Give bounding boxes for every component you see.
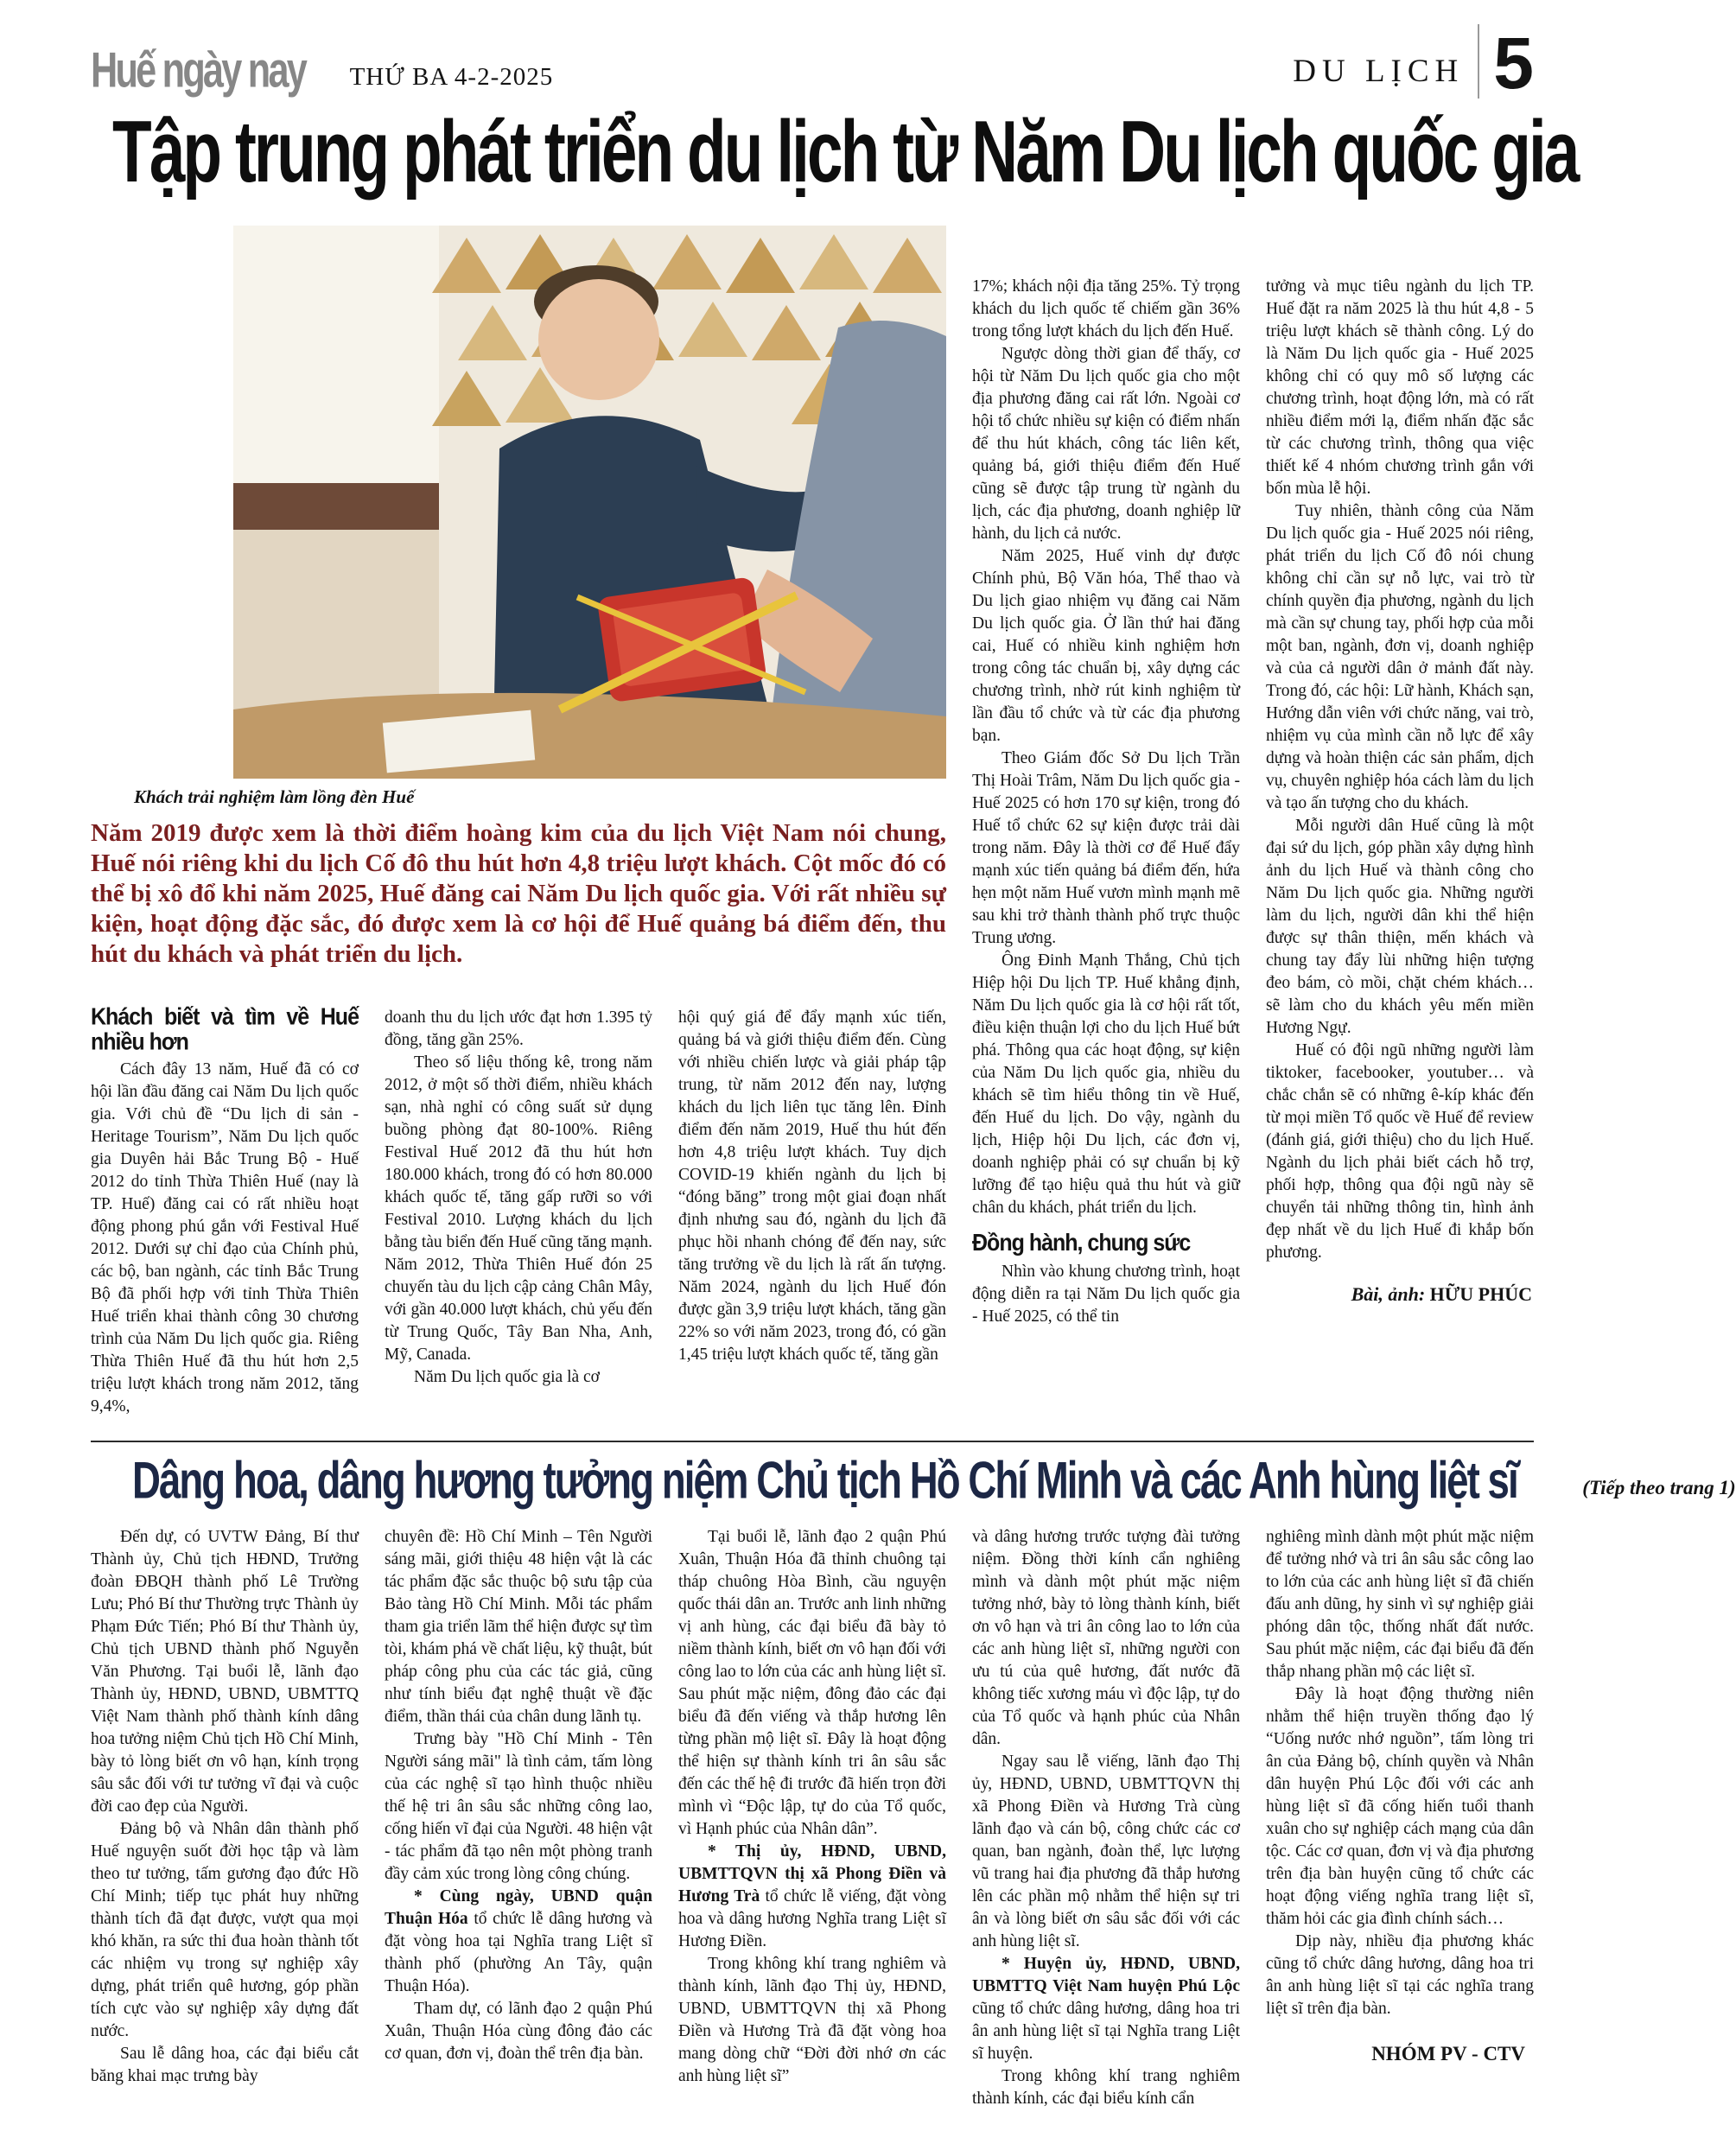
body-paragraph: Ngay sau lễ viếng, lãnh đạo Thị ủy, HĐND, UBND, UBMTTQVN thị xã Phong Điền và Hương Trà cùng lãnh đạo và cán bộ, công chức các cơ quan, ban ngành, đoàn thể, lực lượng vũ trang hai địa phương đã thắp hương lên các phần mộ nhằm thể hiện sự tri ân và lòng biết ơn sâu sắc đối với các anh hùng liệt sĩ.: [972, 1753, 1240, 1950]
body-paragraph: Đây là hoạt động thường niên nhằm thể hiện truyền thống đạo lý “Uống nước nhớ nguồn”, tấm lòng tri ân của Đảng bộ, chính quyền và Nhân dân huyện Phú Lộc đối với các anh hùng liệt sĩ đã cống hiến tuổi thanh xuân cho sự nghiệp cách mạng của dân tộc. Các cơ quan, đơn vị và địa phương trên địa bàn huyện cũng tổ chức các hoạt động viếng nghĩa trang liệt sĩ, thăm hỏi các gia đình chính sách…: [1266, 1685, 1534, 1928]
body-paragraph: Năm 2025, Huế vinh dự được Chính phủ, Bộ Văn hóa, Thể thao và Du lịch giao nhiệm vụ đăng cai Năm Du lịch quốc gia. Ở lần thứ hai đăng cai, Huế có nhiều kinh nghiệm hơn trong công tác chuẩn bị, xây dựng các chương trình, nhờ rút kinh nghiệm từ lần đầu tổ chức và từ các địa phương bạn.: [972, 547, 1240, 745]
body-paragraph: và dâng hương trước tượng đài tưởng niệm. Đồng thời kính cẩn nghiêng mình và dành một phút mặc niệm tưởng nhớ, bày tỏ lòng thành kính, biết ơn vô hạn và tri ân công lao to lớn của các anh hùng liệt sĩ, những người con ưu tú của quê hương, đất nước đã không tiếc xương máu vì độc lập, tự do của Tổ quốc và hạnh phúc của Nhân dân.: [972, 1528, 1240, 1748]
article1-column-4: [972, 226, 1240, 1422]
body-paragraph: Sau lễ dâng hoa, các đại biểu cắt băng khai mạc trưng bày: [91, 2045, 359, 2085]
article2-column-5-text: [1266, 1526, 1534, 2020]
body-paragraph: tưởng và mục tiêu ngành du lịch TP. Huế đặt ra năm 2025 là thu hút 4,8 - 5 triệu lượt khách sẽ thành công. Lý do là Năm Du lịch quốc gia - Huế 2025 không chỉ có quy mô số lượng các chương trình, hoạt động lớn, mà có rất nhiều điểm mới lạ, điểm nhấn đặc sắc từ các chương trình, thông qua việc thiết kế 4 nhóm chương trình gắn với bốn mùa lễ hội.: [1266, 277, 1534, 498]
continued-from-note: (Tiếp theo trang 1): [1582, 1477, 1736, 1498]
byline-label: Bài, ảnh:: [1351, 1283, 1426, 1305]
section-header: [1293, 22, 1534, 105]
body-paragraph: Ông Đinh Mạnh Thắng, Chủ tịch Hiệp hội Du lịch TP. Huế khẳng định, Năm Du lịch quốc gia là cơ hội rất tốt, điều kiện thuận lợi cho du lịch Huế bứt phá. Thông qua các hoạt động, sự kiện của Năm Du lịch quốc gia, nhiều du khách sẽ tìm hiểu thông tin về Huế, đến Huế du lịch. Do vậy, ngành du lịch, Hiệp hội Du lịch, các đơn vị, doanh nghiệp phải có sự chuẩn bị kỹ lưỡng để tạo hiệu quả thu hút và giữ chân du khách, phát triển du lịch.: [972, 951, 1240, 1217]
newspaper-logo: Huế ngày nay: [91, 41, 306, 98]
article1-column-5-text: [1266, 276, 1534, 1264]
article1-headline: Tập trung phát triển du lịch từ Năm Du lịch quốc gia: [112, 103, 1578, 201]
body-paragraph: Theo Giám đốc Sở Du lịch Trần Thị Hoài Trâm, Năm Du lịch quốc gia - Huế 2025 có hơn 170 sự kiện, trong đó Huế tổ chức 62 sự kiện được trải dài trong năm. Đây là thời cơ để Huế đẩy mạnh xúc tiến quảng bá điểm đến, hứa hẹn một năm Huế vươn mình mạnh mẽ sau khi trở thành thành phố trực thuộc Trung ương.: [972, 749, 1240, 947]
body-paragraph: * Thị ủy, HĐND, UBND, UBMTTQVN thị xã Phong Điền và Hương Trà tổ chức lễ viếng, đặt vòng hoa và dâng hương Nghĩa trang Liệt sĩ Hương Điền.: [678, 1842, 947, 1950]
body-paragraph: Tham dự, có lãnh đạo 2 quận Phú Xuân, Thuận Hóa cùng đông đảo các cơ quan, đơn vị, đoàn thể trên địa bàn.: [385, 2000, 652, 2063]
article2-byline: NHÓM PV - CTV: [1371, 2043, 1525, 2064]
article2-column-1: [91, 1526, 359, 2136]
body-paragraph: Nhìn vào khung chương trình, hoạt động diễn ra tại Năm Du lịch quốc gia - Huế 2025, có thể tin: [972, 1263, 1240, 1326]
body-paragraph: Đảng bộ và Nhân dân thành phố Huế nguyện suốt đời học tập và làm theo tư tưởng, tấm gương đạo đức Hồ Chí Minh; tiếp tục phát huy những thành tích đã đạt được, vượt qua mọi khó khăn, ra sức thi đua hoàn thành tốt các nhiệm vụ trong sự nghiệp xây dựng, phát triển quê hương, góp phần tích cực vào sự nghiệp xây dựng đất nước.: [91, 1820, 359, 2040]
photo-caption: Khách trải nghiệm làm lồng đèn Huế: [134, 786, 415, 807]
body-paragraph: Trong không khí trang nghiêm và thành kính, lãnh đạo Thị ủy, HĐND, UBND, UBMTTQVN thị xã Phong Điền và Hương Trà đã đặt vòng hoa mang dòng chữ “Đời đời nhớ ơn các anh hùng liệt sĩ”: [678, 1955, 946, 2085]
body-paragraph: hội quý giá để đẩy mạnh xúc tiến, quảng bá và giới thiệu điểm đến. Cùng với nhiều chiến lược và giải pháp tập trung, từ năm 2012 đến nay, lượng khách du lịch liên tục tăng lên. Đỉnh điểm đến năm 2019, Huế thu hút đến hơn 4,8 triệu lượt khách. Tuy dịch COVID-19 khiến ngành du lịch bị “đóng băng” trong một giai đoạn nhất định nhưng sau đó, ngành du lịch đã phục hồi nhanh chóng để đến nay, sức tăng trưởng về du lịch là rất ấn tượng. Năm 2024, ngành du lịch Huế đón được gần 3,9 triệu lượt khách, tăng gần 22% so với năm 2023, trong đó, có gần 1,45 triệu lượt khách quốc tế, tăng gần: [678, 1008, 946, 1364]
column-subhead: Đồng hành, chung sức: [972, 1229, 1191, 1256]
body-paragraph: Tại buổi lễ, lãnh đạo 2 quận Phú Xuân, Thuận Hóa đã thỉnh chuông tại tháp chuông Hòa Bình, cầu nguyện quốc thái dân an. Trước anh linh những vị anh hùng, các đại biểu đã bày tỏ niềm thành kính, biết ơn vô hạn đối với công lao to lớn của các anh hùng liệt sĩ. Sau phút mặc niệm, đông đảo các đại biểu đã đến viếng và thắp hương lên từng phần mộ liệt sĩ. Đây là hoạt động thể hiện sự thành kính tri ân sâu sắc đến các thế hệ đi trước đã hiến trọn đời mình vì “Độc lập, tự do của Tổ quốc, vì Hạnh phúc của Nhân dân”.: [678, 1528, 946, 1838]
article2-column-3: [678, 1526, 946, 2136]
lantern-making-photo-illustration: [233, 226, 946, 779]
body-paragraph: * Huyện ủy, HĐND, UBND, UBMTTQ Việt Nam huyện Phú Lộc cũng tổ chức dâng hương, dâng hoa tri ân anh hùng liệt sĩ tại Nghĩa trang Liệt sĩ huyện.: [972, 1955, 1240, 2063]
article1-column-3: [678, 1007, 946, 1422]
body-paragraph: Đến dự, có UVTW Đảng, Bí thư Thành ủy, Chủ tịch HĐND, Trưởng đoàn ĐBQH thành phố Lê Trường Lưu; Phó Bí thư Thường trực Thành ủy Phạm Đức Tiến; Phó Bí thư Thành ủy, Chủ tịch UBND thành phố Nguyễn Văn Phương. Tại buổi lễ, lãnh đạo Thành ủy, HĐND, UBND, UBMTTQ Việt Nam thành phố thành kính dâng hoa tưởng niệm Chủ tịch Hồ Chí Minh, bày tỏ lòng biết ơn vô hạn, kính trọng sâu sắc đối với tư tưởng vĩ đại và cuộc đời cao đẹp của Người.: [91, 1528, 359, 1816]
body-paragraph: doanh thu du lịch ước đạt hơn 1.395 tỷ đồng, tăng gần 25%.: [385, 1008, 652, 1049]
header-divider: [1478, 24, 1479, 99]
article2: [91, 1441, 1736, 2136]
article2-headline: Dâng hoa, dâng hương tưởng niệm Chủ tịch Hồ Chí Minh và các Anh hùng liệt sĩ: [132, 1450, 1517, 1510]
article1-lead: Năm 2019 được xem là thời điểm hoàng kim của du lịch Việt Nam nói chung, Huế nói riêng khi du lịch Cố đô thu hút hơn 4,8 triệu lượt khách. Cột mốc đó có thể bị xô đổ khi năm 2025, Huế đăng cai Năm Du lịch quốc gia. Với rất nhiều sự kiện, hoạt động đặc sắc, đó được xem là cơ hội để Huế quảng bá điểm đến, thu hút du khách và phát triển du lịch.: [91, 819, 946, 968]
body-paragraph: Trưng bày "Hồ Chí Minh - Tên Người sáng mãi" là tình cảm, tấm lòng của các nghệ sĩ tạo hình thuộc nhiều thế hệ tri ân sâu sắc những công lao, cống hiến vĩ đại của Người. 48 hiện vật - tác phẩm đã tạo nên một phòng tranh đầy cảm xúc trong lòng công chúng.: [385, 1730, 652, 1883]
article1-byline: [1266, 1283, 1534, 1306]
body-paragraph: Tuy nhiên, thành công của Năm Du lịch quốc gia - Huế 2025 nói riêng, phát triển du lịch Cố đô nói chung không chỉ cần sự nỗ lực, vai trò từ chính quyền địa phương, ngành du lịch mà cần sự chung tay, phối hợp của mỗi một ban, ngành, đơn vị, doanh nghiệp và của cả người dân ở mảnh đất này. Trong đó, các hội: Lữ hành, Khách sạn, Hướng dẫn viên với chức năng, vai trò, nhiệm vụ của mình cần nỗ lực để xây dựng và hoàn thiện các sản phẩm, dịch vụ, chuyên nghiệp hóa cách làm du lịch và tạo ấn tượng cho du khách.: [1266, 502, 1534, 812]
section-title: DU LỊCH: [1293, 54, 1465, 89]
article1-column-1: [91, 1002, 359, 1422]
body-paragraph: Huế có đội ngũ những người làm tiktoker, facebooker, youtuber… và chắc chắn sẽ có những ê-kíp khác đến từ mọi miền Tổ quốc về Huế để review (đánh giá, giới thiệu) cho du lịch Huế. Ngành du lịch phải biết cách hỗ trợ, phối hợp, thông qua đội ngũ này sẽ chuyển tải những thông tin, hình ảnh đẹp nhất về du lịch Huế đi khắp bốn phương.: [1266, 1041, 1534, 1262]
issue-date: THỨ BA 4-2-2025: [349, 63, 554, 91]
article2-column-4: [972, 1526, 1240, 2136]
body-paragraph: Theo số liệu thống kê, trong năm 2012, ở một số thời điểm, nhiều khách sạn, nhà nghỉ có công suất sử dụng buồng phòng đạt 80-100%. Riêng Festival Huế 2012 đã thu hút hơn 180.000 khách, trong đó có hơn 80.000 khách quốc tế, tăng gấp rưỡi so với Festival 2010. Lượng khách du lịch bằng tàu biển đến Huế cũng tăng mạnh. Năm 2012, Thừa Thiên Huế đón 25 chuyến tàu du lịch cập cảng Chân Mây, với gần 40.000 lượt khách, chủ yếu đến từ Trung Quốc, Tây Ban Nha, Anh, Mỹ, Canada.: [385, 1053, 652, 1364]
page-number: 5: [1493, 22, 1534, 105]
body-paragraph: * Cùng ngày, UBND quận Thuận Hóa tổ chức lễ dâng hương và đặt vòng hoa tại Nghĩa trang Liệt sĩ thành phố (phường An Tây, quận Thuận Hóa).: [385, 1887, 652, 1995]
body-paragraph: Cách đây 13 năm, Huế đã có cơ hội lần đầu đăng cai Năm Du lịch quốc gia. Với chủ đề “Du lịch di sản - Heritage Tourism”, Năm Du lịch quốc gia Duyên hải Bắc Trung Bộ - Huế 2012 do tỉnh Thừa Thiên Huế (nay là TP. Huế) đăng cai có rất nhiều hoạt động phong phú gắn với Festival Huế 2012. Dưới sự chỉ đạo của Chính phủ, các bộ, ban ngành, các tỉnh Bắc Trung Bộ đã phối hợp với tỉnh Thừa Thiên Huế triển khai thành công 30 chương trình của Năm Du lịch quốc gia. Riêng Thừa Thiên Huế đã thu hút hơn 2,5 triệu lượt khách trong năm 2012, tăng 9,4%,: [91, 1060, 359, 1416]
article1-column-5: [1266, 226, 1534, 1422]
article1-figure: [91, 226, 946, 995]
body-paragraph: Dịp này, nhiều địa phương khác cũng tổ chức dâng hương, dâng hoa tri ân anh hùng liệt sĩ tại các nghĩa trang liệt sĩ trên địa bàn.: [1266, 1932, 1534, 2018]
body-paragraph: chuyên đề: Hồ Chí Minh – Tên Người sáng mãi, giới thiệu 48 hiện vật là các tác phẩm đặc sắc thuộc bộ sưu tập của Bảo tàng Hồ Chí Minh. Mỗi tác phẩm tham gia triển lãm thể hiện được sự tìm tòi, khám phá về chất liệu, kỹ thuật, bút pháp công phu của các tác giả, cũng như tính biểu đạt nghệ thuật về đặc điểm, thần thái của chân dung lãnh tụ.: [385, 1528, 652, 1726]
page-header: [91, 22, 1534, 105]
body-paragraph: Mỗi người dân Huế cũng là một đại sứ du lịch, góp phần xây dựng hình ảnh du lịch Huế và thành công cho Năm Du lịch quốc gia. Những người làm du lịch, người dân khi thể hiện được sự thân thiện, mến khách và chung tay đẩy lùi những hiện tượng đeo bám, cò mồi, chặt chém khách… sẽ làm cho du khách yêu mến miền Hương Ngự.: [1266, 817, 1534, 1037]
byline-author: HỮU PHÚC: [1429, 1283, 1532, 1305]
body-paragraph: Ngược dòng thời gian để thấy, cơ hội từ Năm Du lịch quốc gia cho một địa phương đăng cai rất lớn. Ngoài cơ hội tổ chức nhiều sự kiện có điểm nhấn để thu hút khách, công tác liên kết, quảng bá, giới thiệu điểm đến Huế cũng sẽ được tập trung từ ngành du lịch, các địa phương, doanh nghiệp lữ hành, du lịch cả nước.: [972, 345, 1240, 543]
article2-columns: [91, 1526, 1534, 2136]
article2-headline-row: [132, 1450, 1736, 1510]
body-paragraph: Trong không khí trang nghiêm thành kính, các đại biểu kính cẩn: [972, 2067, 1240, 2108]
article-photo: [233, 226, 946, 779]
article1-column-2: [385, 1007, 652, 1422]
article2-column-5: [1266, 1526, 1534, 2136]
column-subhead: Khách biết và tìm về Huế nhiều hơn: [91, 1002, 359, 1056]
article2-column-2: [385, 1526, 652, 2136]
article1: [91, 226, 1534, 1422]
body-paragraph: Năm Du lịch quốc gia là cơ: [414, 1368, 600, 1386]
body-paragraph: nghiêng mình dành một phút mặc niệm để tưởng nhớ và tri ân sâu sắc công lao to lớn của các anh hùng liệt sĩ đã chiến đấu anh dũng, hy sinh vì sự nghiệp giải phóng dân tộc, thống nhất đất nước. Sau phút mặc niệm, các đại biểu đã đến thắp nhang phần mộ các liệt sĩ.: [1266, 1528, 1534, 1681]
body-paragraph: 17%; khách nội địa tăng 25%. Tỷ trọng khách du lịch quốc tế chiếm gần 36% trong tổng lượt khách du lịch đến Huế.: [972, 277, 1240, 340]
